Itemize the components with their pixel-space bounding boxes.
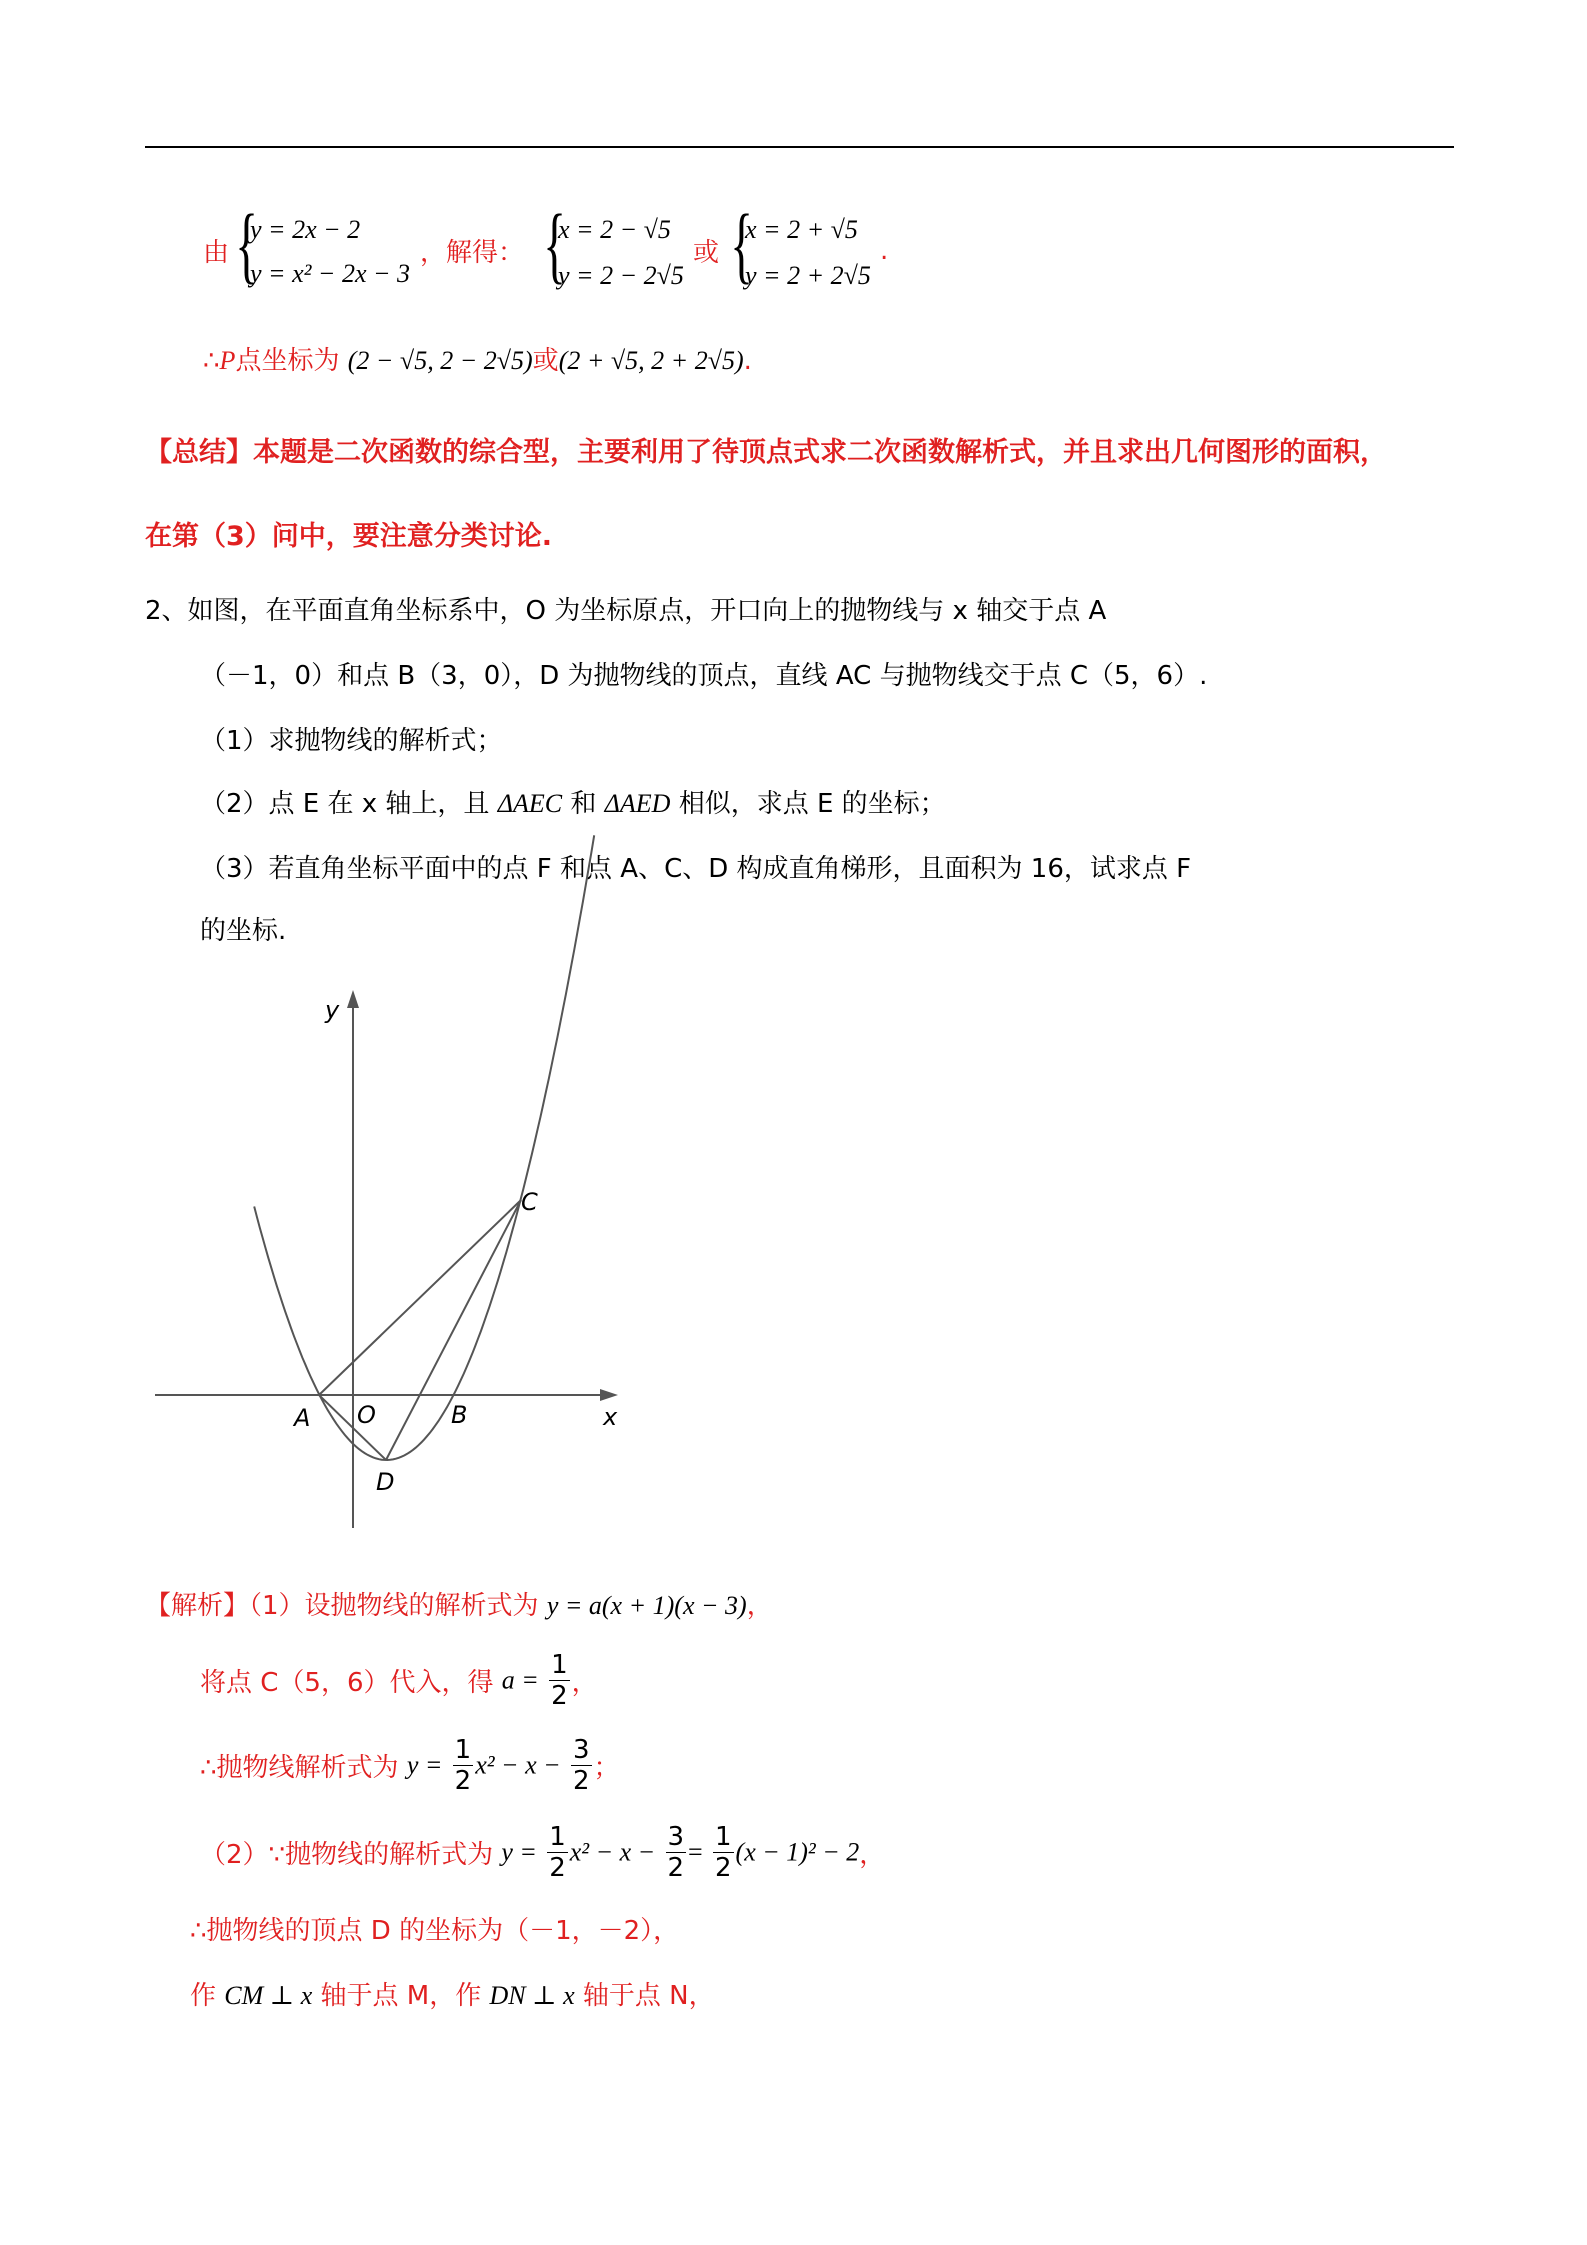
label-d: D bbox=[376, 1468, 395, 1496]
a-fraction bbox=[549, 1650, 570, 1711]
q2-frac-3 bbox=[713, 1822, 734, 1883]
problem-line-1: 2、如图，在平面直角坐标系中，O 为坐标原点，开口向上的抛物线与 x 轴交于点 A bbox=[145, 596, 1107, 626]
therefore-symbol: ∴ bbox=[203, 346, 220, 376]
result-f1-num: 1 bbox=[454, 1735, 472, 1765]
perpendicular-line bbox=[190, 1975, 715, 2012]
question-3-line-2: 的坐标. bbox=[200, 916, 287, 946]
a-equals: a = bbox=[501, 1665, 539, 1695]
analysis-head-text: 【解析】（1）设抛物线的解析式为 bbox=[145, 1591, 539, 1621]
q2-f3-den: 2 bbox=[714, 1853, 732, 1883]
summary-line-2: 在第（3）问中，要注意分类讨论. bbox=[145, 521, 553, 552]
question-3-line-1: （3）若直角坐标平面中的点 F 和点 A、C、D 构成直角梯形，且面积为 16，试求点 F bbox=[200, 854, 1192, 884]
solution-2: { x = 2 + √5 y = 2 + 2√5 bbox=[730, 196, 871, 292]
perp-text-b: 轴于点 M，作 bbox=[320, 1981, 482, 2011]
p-coord-2: (2 + √5, 2 + 2√5) bbox=[558, 346, 744, 375]
q2-text-c: 相似，求点 E 的坐标； bbox=[678, 789, 946, 819]
q2-frac-2 bbox=[666, 1822, 687, 1883]
q2-triangle-aed: ΔAED bbox=[604, 789, 671, 818]
result-frac-1 bbox=[453, 1735, 474, 1796]
q2-f1-den: 2 bbox=[549, 1853, 566, 1883]
analysis-head bbox=[145, 1585, 773, 1622]
problem-line-2: （－1，0）和点 B（3，0），D 为抛物线的顶点，直线 AC 与抛物线交于点 C（5，6）. bbox=[200, 661, 1208, 691]
result-lhs: y = bbox=[406, 1750, 443, 1780]
substitute-line bbox=[200, 1650, 598, 1711]
q2-end: ， bbox=[859, 1840, 886, 1870]
result-f2-num: 3 bbox=[572, 1735, 590, 1765]
p-coord-1: (2 − √5, 2 − 2√5) bbox=[347, 346, 533, 375]
period: . bbox=[880, 236, 889, 266]
q2-frac-1 bbox=[547, 1822, 568, 1883]
result-text: ∴抛物线解析式为 bbox=[200, 1753, 399, 1783]
p-text: 点坐标为 bbox=[235, 346, 340, 376]
perp-text-c: 轴于点 N， bbox=[582, 1981, 715, 2011]
sol2-y: y = 2 + 2√5 bbox=[745, 261, 871, 290]
q2-analysis-text: （2）∵抛物线的解析式为 bbox=[200, 1840, 494, 1870]
q2-analysis-line bbox=[200, 1822, 885, 1883]
substitute-end: ， bbox=[571, 1668, 598, 1698]
perp-dn: DN ⊥ x bbox=[489, 1981, 575, 2010]
y-axis-arrow bbox=[347, 990, 359, 1008]
result-line bbox=[200, 1735, 620, 1796]
p-or: 或 bbox=[532, 346, 559, 376]
solve-label: ，解得： bbox=[420, 238, 525, 268]
question-1: （1）求抛物线的解析式； bbox=[200, 726, 503, 756]
q2-f3-num: 1 bbox=[714, 1822, 732, 1852]
label-o: O bbox=[357, 1401, 376, 1429]
label-b: B bbox=[451, 1401, 468, 1429]
q2-f2-num: 3 bbox=[667, 1822, 685, 1852]
q2-f2-den: 2 bbox=[667, 1853, 685, 1883]
line-ac bbox=[319, 1200, 521, 1395]
sol2-x: x = 2 + √5 bbox=[745, 215, 858, 244]
label-c: C bbox=[521, 1188, 538, 1216]
result-mid: x² − x − bbox=[475, 1750, 561, 1780]
q2-triangle-aec: ΔAEC bbox=[497, 789, 563, 818]
or-text: 或 bbox=[693, 238, 720, 268]
q2-text-a: （2）点 E 在 x 轴上，且 bbox=[200, 789, 490, 819]
vertex-line: ∴抛物线的顶点 D 的坐标为（－1，－2）， bbox=[190, 1916, 680, 1946]
summary-line-1: 【总结】本题是二次函数的综合型，主要利用了待顶点式求二次函数解析式，并且求出几何图形的面积， bbox=[145, 437, 1387, 468]
p-label: P bbox=[219, 346, 236, 375]
q2-lhs: y = bbox=[501, 1837, 537, 1867]
p-end: . bbox=[743, 346, 752, 376]
result-end: ； bbox=[593, 1753, 620, 1783]
system-equations: { y = 2x − 2 y = x² − 2x − 3 bbox=[235, 196, 411, 292]
substitute-text: 将点 C（5，6）代入，得 bbox=[200, 1668, 494, 1698]
x-axis-arrow bbox=[600, 1389, 618, 1401]
label-y: y bbox=[325, 996, 340, 1024]
perp-text-a: 作 bbox=[190, 1981, 217, 2011]
label-a: A bbox=[294, 1404, 311, 1432]
q2-equals: = bbox=[688, 1837, 703, 1867]
analysis-head-end: ， bbox=[746, 1591, 773, 1621]
system-eq1: y = 2x − 2 bbox=[250, 215, 361, 244]
a-frac-num: 1 bbox=[551, 1650, 568, 1680]
a-frac-den: 2 bbox=[551, 1681, 568, 1711]
sol1-x: x = 2 − √5 bbox=[558, 215, 671, 244]
parabola-curve bbox=[254, 835, 594, 1460]
result-frac-2 bbox=[571, 1735, 592, 1796]
q2-mid: x² − x − bbox=[569, 1837, 656, 1867]
result-f2-den: 2 bbox=[572, 1766, 590, 1796]
q2-tail: (x − 1)² − 2 bbox=[735, 1837, 860, 1867]
analysis-head-formula: y = a(x + 1)(x − 3) bbox=[546, 1591, 747, 1620]
perp-cm: CM ⊥ x bbox=[224, 1981, 313, 2010]
q2-f1-num: 1 bbox=[549, 1822, 566, 1852]
sol1-y: y = 2 − 2√5 bbox=[558, 261, 684, 290]
result-f1-den: 2 bbox=[454, 1766, 472, 1796]
solution-1: { x = 2 − √5 y = 2 − 2√5 bbox=[543, 196, 684, 292]
system-eq2: y = x² − 2x − 3 bbox=[250, 259, 411, 288]
system-intro: 由 bbox=[203, 238, 230, 268]
q2-text-b: 和 bbox=[570, 789, 597, 819]
label-x: x bbox=[603, 1403, 618, 1431]
